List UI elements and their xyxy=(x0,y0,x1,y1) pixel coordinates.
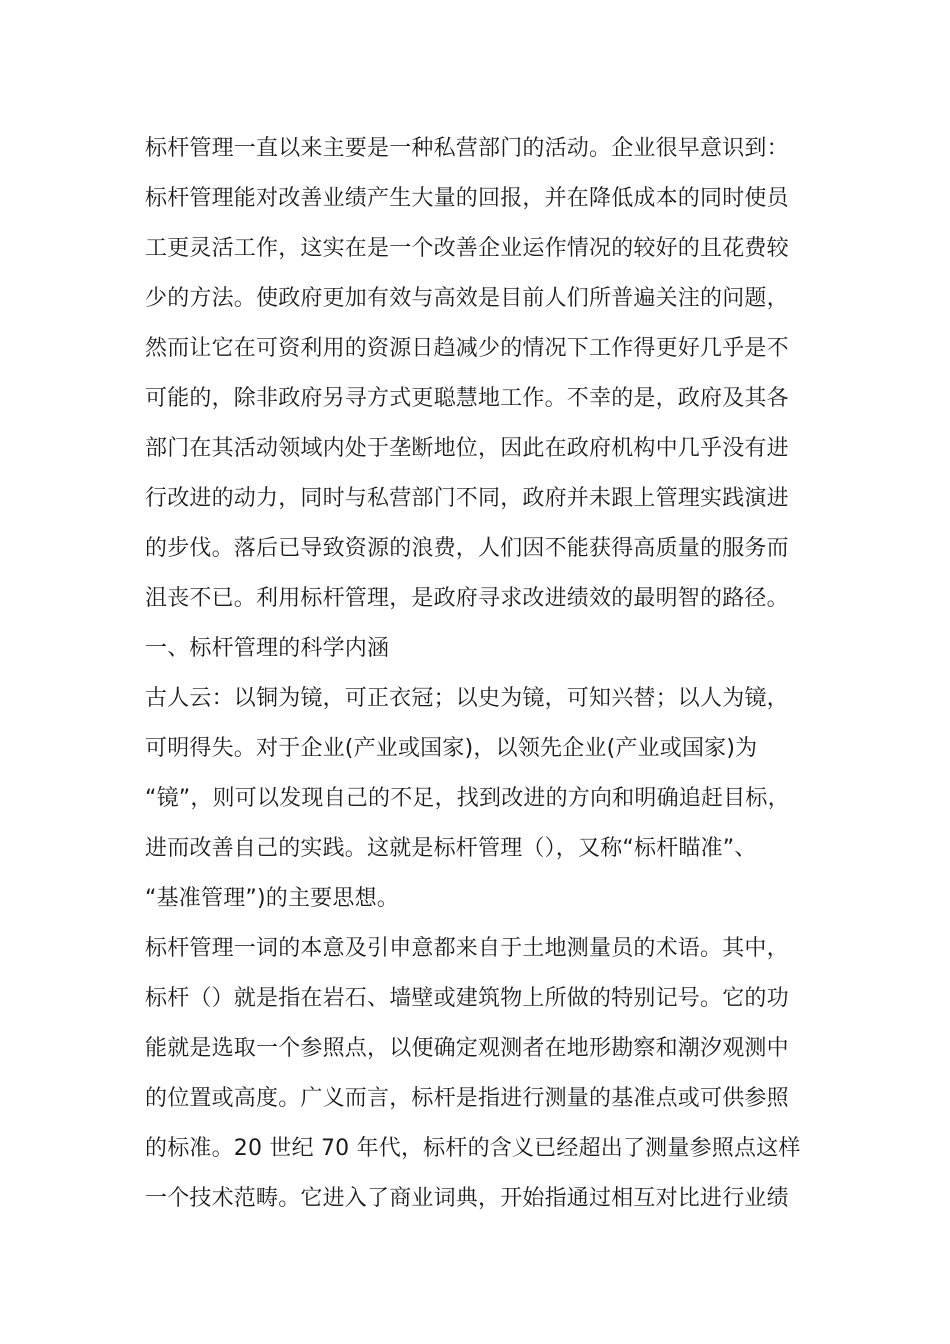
text-line: 一个技术范畴。它进入了商业词典，开始指通过相互对比进行业绩 xyxy=(145,1186,789,1211)
text-line: 可明得失。对于企业(产业或国家)，以领先企业(产业或国家)为 xyxy=(145,736,758,761)
text-line: 工更灵活工作，这实在是一个改善企业运作情况的较好的且花费较 xyxy=(145,236,789,261)
text-line: “基准管理”)的主要思想。 xyxy=(145,886,399,911)
text-line: “镜”，则可以发现自己的不足，找到改进的方向和明确追赶目标， xyxy=(145,786,790,811)
text-line: 然而让它在可资利用的资源日趋减少的情况下工作得更好几乎是不 xyxy=(145,336,789,361)
text-line: 标杆管理一词的本意及引申意都来自于土地测量员的术语。其中， xyxy=(145,936,789,961)
text-line: 沮丧不已。利用标杆管理，是政府寻求改进绩效的最明智的路径。 xyxy=(145,586,789,611)
text-line: 的标准。20 世纪 70 年代，标杆的含义已经超出了测量参照点这样 xyxy=(145,1136,801,1161)
body-text xyxy=(145,124,805,1224)
section-heading: 一、标杆管理的科学内涵 xyxy=(145,636,390,661)
text-line: 可能的，除非政府另寻方式更聪慧地工作。不幸的是，政府及其各 xyxy=(145,386,789,411)
text-line: 部门在其活动领域内处于垄断地位，因此在政府机构中几乎没有进 xyxy=(145,436,789,461)
text-line: 标杆（）就是指在岩石、墙壁或建筑物上所做的特别记号。它的功 xyxy=(145,986,789,1011)
text-line: 行改进的动力，同时与私营部门不同，政府并未跟上管理实践演进 xyxy=(145,486,789,511)
text-line: 进而改善自己的实践。这就是标杆管理（），又称“标杆瞄准”、 xyxy=(145,836,757,861)
text-line: 少的方法。使政府更加有效与高效是目前人们所普遍关注的问题， xyxy=(145,286,789,311)
text-line: 的位置或高度。广义而言，标杆是指进行测量的基准点或可供参照 xyxy=(145,1086,789,1111)
text-line: 古人云：以铜为镜，可正衣冠；以史为镜，可知兴替；以人为镜， xyxy=(145,686,789,711)
text-line: 标杆管理一直以来主要是一种私营部门的活动。企业很早意识到： xyxy=(145,136,789,161)
text-line: 的步伐。落后已导致资源的浪费，人们因不能获得高质量的服务而 xyxy=(145,536,789,561)
text-line: 标杆管理能对改善业绩产生大量的回报，并在降低成本的同时使员 xyxy=(145,186,789,211)
text-line: 能就是选取一个参照点，以便确定观测者在地形勘察和潮汐观测中 xyxy=(145,1036,789,1061)
